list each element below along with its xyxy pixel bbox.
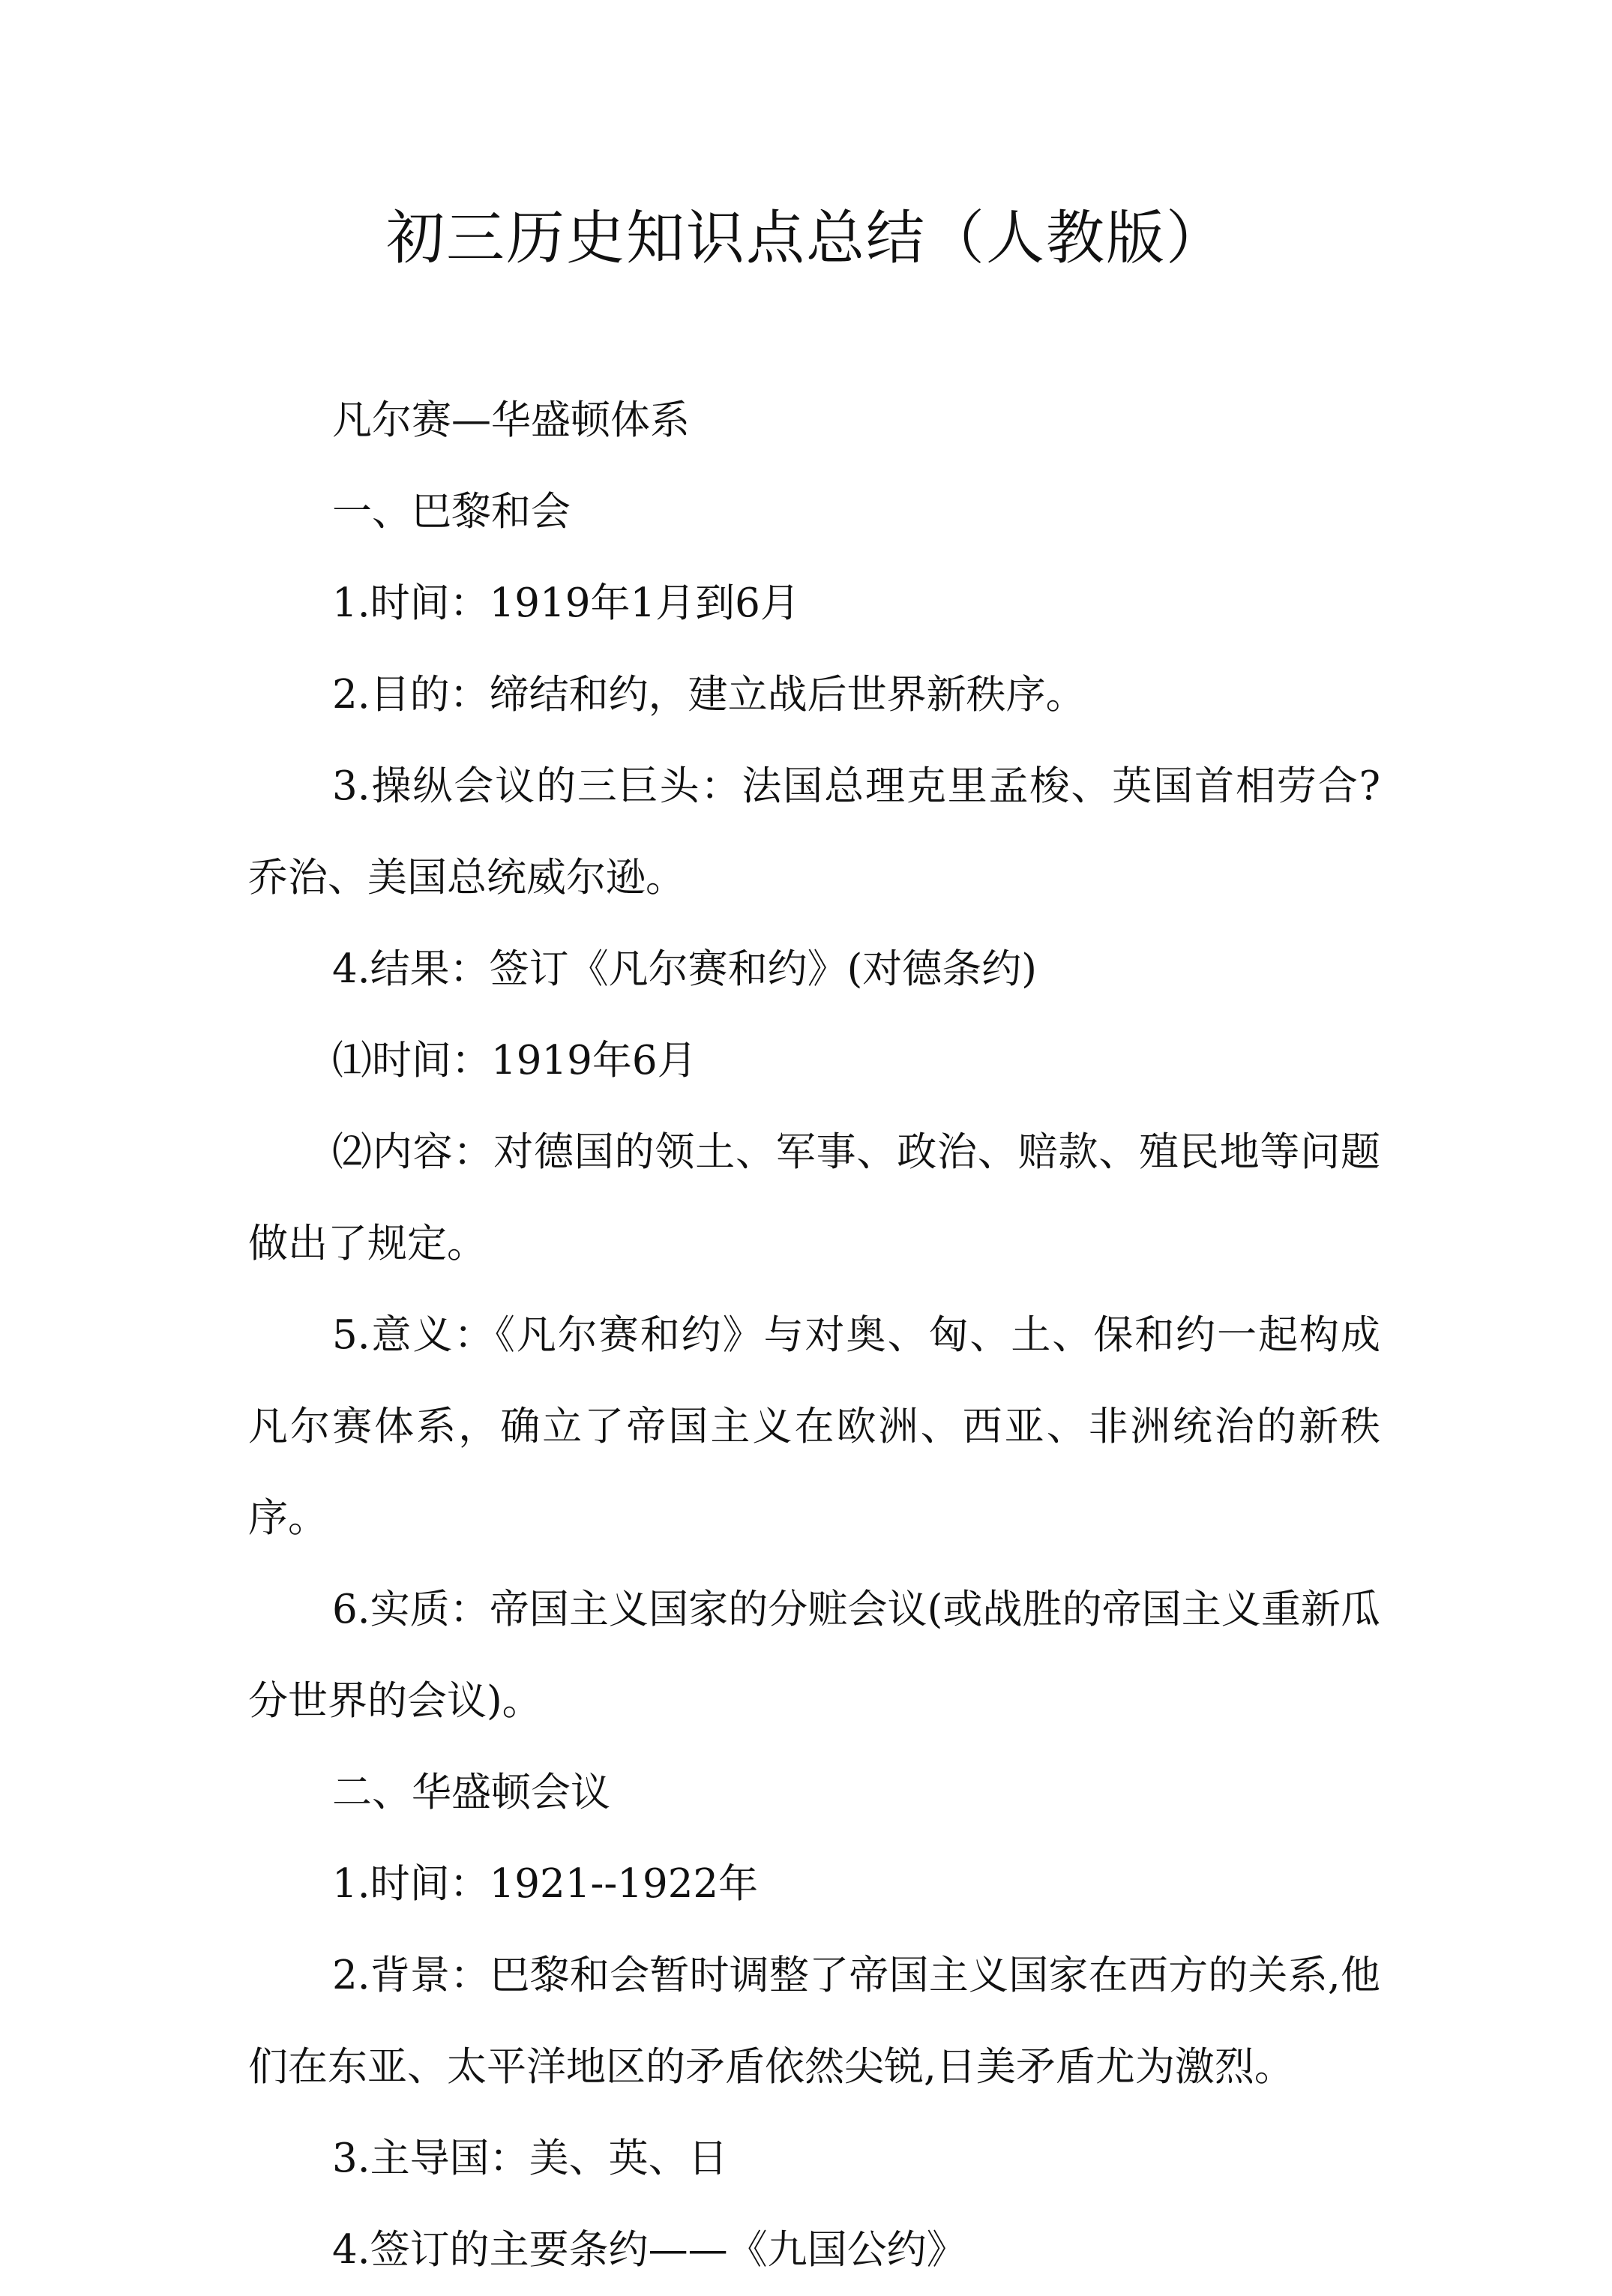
paragraph: ⑵内容：对德国的领土、军事、政治、赔款、殖民地等问题做出了规定。 xyxy=(248,1129,1380,1266)
paragraph: 5.意义：《凡尔赛和约》与对奥、匈、土、保和约一起构成凡尔赛体系，确立了帝国主义在欧洲、西亚、非洲统治的新秩序。 xyxy=(248,1312,1380,1541)
paragraph: 1.时间：1919年1月到6月 xyxy=(332,580,800,626)
paragraph: 6.实质：帝国主义国家的分赃会议(或战胜的帝国主义重新瓜分世界的会议)。 xyxy=(248,1587,1380,1724)
section-heading: 凡尔赛—华盛顿体系 xyxy=(332,397,690,443)
paragraph: 3.操纵会议的三巨头：法国总理克里孟梭、英国首相劳合?乔治、美国总统威尔逊。 xyxy=(248,763,1380,901)
paragraph: 2.目的：缔结和约，建立战后世界新秩序。 xyxy=(332,672,1086,718)
paragraph: 3.主导国：美、英、日 xyxy=(332,2136,728,2181)
paragraph: 4.签订的主要条约——《九国公约》 xyxy=(332,2227,966,2273)
subsection-heading: 二、华盛顿会议 xyxy=(332,1770,610,1815)
paragraph: 4.结果：签订《凡尔赛和约》(对德条约) xyxy=(332,946,1037,992)
paragraph: ⑴时间：1919年6月 xyxy=(332,1038,697,1084)
document-title: 初三历史知识点总结（人教版） xyxy=(385,205,1226,272)
paragraph: 2.背景：巴黎和会暂时调整了帝国主义国家在西方的关系,他们在东亚、太平洋地区的矛盾依然尖锐,日美矛盾尤为激烈。 xyxy=(248,1953,1380,2090)
subsection-heading: 一、巴黎和会 xyxy=(332,489,571,535)
paragraph: 1.时间：1921--1922年 xyxy=(332,1861,759,1907)
document-body xyxy=(248,375,1380,2296)
